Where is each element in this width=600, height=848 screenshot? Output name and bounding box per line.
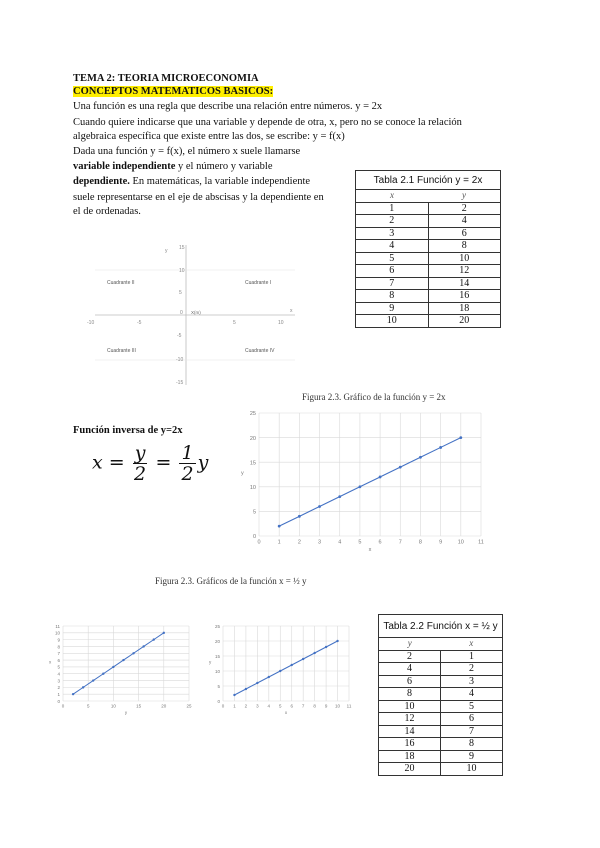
table-2-1 bbox=[355, 170, 501, 328]
data-point bbox=[72, 693, 74, 695]
table-2-2 bbox=[378, 614, 503, 776]
fraction-denominator: 2 bbox=[181, 463, 194, 485]
x-tick-label: 9 bbox=[439, 539, 443, 546]
paragraph-line: Una función es una regla que describe una relación entre números. y = 2x bbox=[73, 101, 383, 112]
data-point bbox=[132, 652, 134, 654]
paragraph-text: y el número y variable bbox=[175, 161, 273, 172]
data-point bbox=[102, 673, 104, 675]
paragraph-line bbox=[73, 160, 272, 173]
x-axis-label: x bbox=[284, 710, 288, 715]
table-cell: 3 bbox=[440, 675, 502, 688]
origin-label: 0 bbox=[180, 310, 183, 316]
table-cell: 16 bbox=[379, 738, 441, 751]
data-point bbox=[359, 485, 362, 488]
x-tick-label: 8 bbox=[418, 539, 422, 546]
table-row bbox=[379, 750, 503, 763]
table-cell: 12 bbox=[428, 265, 501, 278]
table-cell: 4 bbox=[379, 663, 441, 676]
y-axis-label: y bbox=[209, 659, 212, 665]
x-tick-label: 2 bbox=[244, 703, 248, 709]
tick-label: 5 bbox=[179, 290, 182, 296]
table-row bbox=[356, 252, 501, 265]
table-row bbox=[356, 302, 501, 315]
x-tick-label: 10 bbox=[335, 703, 341, 709]
y-tick-label: 25 bbox=[249, 411, 256, 418]
table-cell: 7 bbox=[440, 725, 502, 738]
table-cell: 20 bbox=[379, 763, 441, 776]
x-tick-label: 5 bbox=[86, 703, 90, 709]
table-cell: 4 bbox=[356, 240, 429, 253]
data-point bbox=[298, 515, 301, 518]
quadrant-1-label: Cuadrante I bbox=[245, 280, 272, 286]
table-row bbox=[356, 215, 501, 228]
table-caption: Tabla 2.2 Función x = ½ y bbox=[379, 615, 503, 638]
table-row bbox=[356, 277, 501, 290]
section-subtitle bbox=[73, 85, 273, 98]
tick-label: -5 bbox=[137, 320, 142, 326]
y-tick-label: 20 bbox=[249, 435, 256, 442]
data-point bbox=[256, 682, 258, 684]
table-cell: 14 bbox=[428, 277, 501, 290]
table-row bbox=[379, 675, 503, 688]
data-point bbox=[336, 640, 338, 642]
y-tick-label: 0 bbox=[57, 698, 60, 704]
y-tick-label: 1 bbox=[57, 691, 60, 697]
table-cell: 9 bbox=[356, 302, 429, 315]
y-tick-label: 15 bbox=[249, 460, 256, 467]
data-point bbox=[379, 476, 382, 479]
data-point bbox=[122, 659, 124, 661]
table-cell: 6 bbox=[440, 713, 502, 726]
table-caption: Tabla 2.1 Función y = 2x bbox=[356, 171, 501, 190]
table-header: x bbox=[390, 190, 394, 201]
table-row bbox=[379, 725, 503, 738]
table-cell: 4 bbox=[440, 688, 502, 701]
data-point bbox=[325, 646, 327, 648]
highlighted-subtitle: CONCEPTOS MATEMATICOS BASICOS: bbox=[73, 86, 274, 97]
x-tick-label: 6 bbox=[290, 703, 293, 709]
formula-lhs: x = bbox=[92, 451, 125, 474]
table-cell: 18 bbox=[428, 302, 501, 315]
table-row bbox=[379, 688, 503, 701]
y-tick-label: 11 bbox=[55, 623, 60, 629]
table-cell: 10 bbox=[428, 252, 501, 265]
x-tick-label: 0 bbox=[61, 703, 65, 709]
table-cell: 9 bbox=[440, 750, 502, 763]
tick-label: 15 bbox=[179, 245, 185, 251]
x-tick-label: 6 bbox=[378, 539, 382, 546]
table-cell: 4 bbox=[428, 215, 501, 228]
data-point bbox=[399, 466, 402, 469]
y-tick-label: 3 bbox=[57, 678, 60, 684]
quadrant-3-label: Cuadrante III bbox=[107, 348, 136, 354]
table-cell: 2 bbox=[428, 202, 501, 215]
figure-caption: Figura 2.3. Gráficos de la función x = ½ y bbox=[155, 576, 307, 586]
x-tick-label: 15 bbox=[136, 703, 142, 709]
tick-label: -10 bbox=[87, 320, 95, 326]
table-cell: 5 bbox=[356, 252, 429, 265]
chart-x-equals-half-y bbox=[45, 620, 195, 715]
y-tick-label: 15 bbox=[214, 653, 220, 659]
x-tick-label: 4 bbox=[267, 703, 271, 709]
table-row bbox=[379, 763, 503, 776]
paragraph-text: En matemáticas, la variable independiente bbox=[129, 176, 311, 187]
table-header: y bbox=[407, 638, 412, 649]
paragraph-line: Cuando quiere indicarse que una variable y depende de otra, x, pero no se conoce la relación bbox=[73, 117, 462, 128]
table-cell: 8 bbox=[356, 290, 429, 303]
x-tick-label: 7 bbox=[301, 703, 305, 709]
tick-label: -5 bbox=[177, 333, 182, 339]
data-point bbox=[142, 645, 144, 647]
table-row bbox=[356, 227, 501, 240]
x-tick-label: 25 bbox=[186, 703, 192, 709]
data-point bbox=[313, 652, 315, 654]
x-tick-label: 7 bbox=[398, 539, 402, 546]
x-tick-label: 0 bbox=[257, 539, 261, 546]
fraction-numerator: y bbox=[134, 442, 146, 464]
x-tick-label: 9 bbox=[324, 703, 328, 709]
quadrant-4-label: Cuadrante IV bbox=[245, 348, 275, 354]
table-row bbox=[356, 240, 501, 253]
table-cell: 2 bbox=[440, 663, 502, 676]
y-tick-label: 9 bbox=[57, 637, 60, 643]
cartesian-quadrant-diagram bbox=[85, 240, 300, 390]
x-tick-label: 11 bbox=[478, 539, 484, 546]
y-tick-label: 10 bbox=[249, 485, 256, 491]
table-cell: 8 bbox=[379, 688, 441, 701]
table-cell: 8 bbox=[428, 240, 501, 253]
y-tick-label: 25 bbox=[214, 623, 220, 629]
x-tick-label: 3 bbox=[318, 539, 322, 546]
data-point bbox=[233, 694, 235, 696]
x-tick-label: 2 bbox=[297, 539, 301, 546]
data-point bbox=[279, 670, 281, 672]
y-tick-label: 10 bbox=[214, 668, 220, 674]
table-cell: 6 bbox=[379, 675, 441, 688]
table-cell: 7 bbox=[356, 277, 429, 290]
axis-unit-label: X(m) bbox=[191, 310, 201, 315]
data-point bbox=[439, 446, 442, 449]
y-tick-label: 0 bbox=[217, 698, 220, 704]
tick-label: 10 bbox=[179, 268, 185, 274]
quadrant-2-label: Cuadrante II bbox=[107, 280, 135, 286]
table-row bbox=[379, 738, 503, 751]
y-tick-label: 7 bbox=[57, 651, 60, 657]
x-tick-label: 5 bbox=[358, 539, 362, 546]
x-axis-label: y bbox=[124, 710, 128, 715]
x-tick-label: 10 bbox=[457, 539, 464, 546]
table-cell: 16 bbox=[428, 290, 501, 303]
table-cell: 1 bbox=[440, 650, 502, 663]
table-row bbox=[379, 700, 503, 713]
bold-term: dependiente. bbox=[73, 176, 130, 187]
table-row bbox=[356, 290, 501, 303]
table-cell: 8 bbox=[440, 738, 502, 751]
table-row bbox=[356, 265, 501, 278]
y-axis-label: x bbox=[49, 659, 52, 665]
paragraph-line: algebraica específica que existe entre las dos, se escribe: y = f(x) bbox=[73, 131, 345, 142]
data-point bbox=[163, 632, 165, 634]
fraction-denominator: 2 bbox=[134, 463, 147, 485]
formula-rhs: y bbox=[197, 451, 209, 474]
x-tick-label: 1 bbox=[277, 539, 281, 546]
bold-term: variable independiente bbox=[73, 161, 176, 172]
y-tick-label: 5 bbox=[57, 664, 60, 670]
x-tick-label: 20 bbox=[161, 703, 167, 709]
data-point bbox=[302, 658, 304, 660]
x-tick-label: 11 bbox=[346, 703, 352, 709]
table-cell: 1 bbox=[356, 202, 429, 215]
table-cell: 6 bbox=[428, 227, 501, 240]
y-tick-label: 20 bbox=[214, 638, 220, 644]
table-cell: 5 bbox=[440, 700, 502, 713]
figure-caption: Figura 2.3. Gráfico de la función y = 2x bbox=[302, 392, 446, 402]
table-cell: 10 bbox=[356, 315, 429, 328]
table-cell: 2 bbox=[379, 650, 441, 663]
data-point bbox=[278, 525, 281, 528]
table-cell: 10 bbox=[379, 700, 441, 713]
table-cell: 20 bbox=[428, 315, 501, 328]
table-row bbox=[379, 713, 503, 726]
inverse-formula bbox=[92, 443, 208, 484]
table-cell: 18 bbox=[379, 750, 441, 763]
paragraph-line: Dada una función y = f(x), el número x suele llamarse bbox=[73, 146, 301, 157]
y-tick-label: 0 bbox=[252, 534, 256, 541]
tick-label: 5 bbox=[233, 320, 236, 326]
table-cell: 12 bbox=[379, 713, 441, 726]
data-point bbox=[268, 676, 270, 678]
table-header: y bbox=[462, 190, 466, 201]
paragraph-line bbox=[73, 175, 310, 188]
x-tick-label: 3 bbox=[256, 703, 259, 709]
formula-equals: = bbox=[155, 451, 172, 474]
tick-label: -15 bbox=[176, 380, 184, 386]
y-tick-label: 4 bbox=[57, 671, 60, 677]
fraction bbox=[133, 443, 148, 484]
y-tick-label: 5 bbox=[252, 509, 256, 516]
y-tick-label: 2 bbox=[57, 685, 60, 691]
x-tick-label: 5 bbox=[279, 703, 282, 709]
x-tick-label: 8 bbox=[313, 703, 316, 709]
paragraph-line: suele representarse en el eje de abscisas y la dependiente en bbox=[73, 192, 324, 203]
table-cell: 3 bbox=[356, 227, 429, 240]
table-row bbox=[379, 663, 503, 676]
data-point bbox=[419, 456, 422, 459]
tick-label: -10 bbox=[176, 357, 184, 363]
data-point bbox=[245, 688, 247, 690]
table-row bbox=[356, 315, 501, 328]
chart-y-equals-2x-small bbox=[205, 620, 355, 715]
x-tick-label: 4 bbox=[338, 539, 342, 546]
table-row bbox=[356, 202, 501, 215]
data-point bbox=[459, 436, 462, 439]
x-tick-label: 10 bbox=[110, 703, 116, 709]
page-title: TEMA 2: TEORIA MICROECONOMIA bbox=[73, 73, 259, 84]
table-cell: 2 bbox=[356, 215, 429, 228]
fraction bbox=[179, 443, 195, 484]
tick-label: 10 bbox=[278, 320, 284, 326]
chart-y-equals-2x bbox=[237, 407, 487, 552]
data-point bbox=[291, 664, 293, 666]
data-point bbox=[82, 686, 84, 688]
x-tick-label: 0 bbox=[221, 703, 225, 709]
x-axis-label: x bbox=[290, 308, 293, 314]
data-point bbox=[92, 679, 94, 681]
y-axis-label: y bbox=[241, 470, 244, 477]
table-header: x bbox=[469, 638, 474, 649]
table-cell: 10 bbox=[440, 763, 502, 776]
paragraph-line: el de ordenadas. bbox=[73, 206, 141, 217]
data-point bbox=[112, 666, 114, 668]
y-tick-label: 10 bbox=[54, 630, 60, 636]
table-row bbox=[379, 650, 503, 663]
table-cell: 14 bbox=[379, 725, 441, 738]
x-tick-label: 1 bbox=[233, 703, 236, 709]
x-axis-label: x bbox=[368, 547, 372, 552]
fraction-numerator: 1 bbox=[181, 442, 194, 464]
y-axis-label: y bbox=[165, 248, 168, 254]
data-point bbox=[318, 505, 321, 508]
table-cell: 6 bbox=[356, 265, 429, 278]
data-point bbox=[153, 638, 155, 640]
y-tick-label: 6 bbox=[57, 657, 60, 663]
data-point bbox=[338, 495, 341, 498]
inverse-function-title: Función inversa de y=2x bbox=[73, 425, 183, 436]
y-tick-label: 5 bbox=[217, 683, 220, 689]
y-tick-label: 8 bbox=[57, 644, 60, 650]
